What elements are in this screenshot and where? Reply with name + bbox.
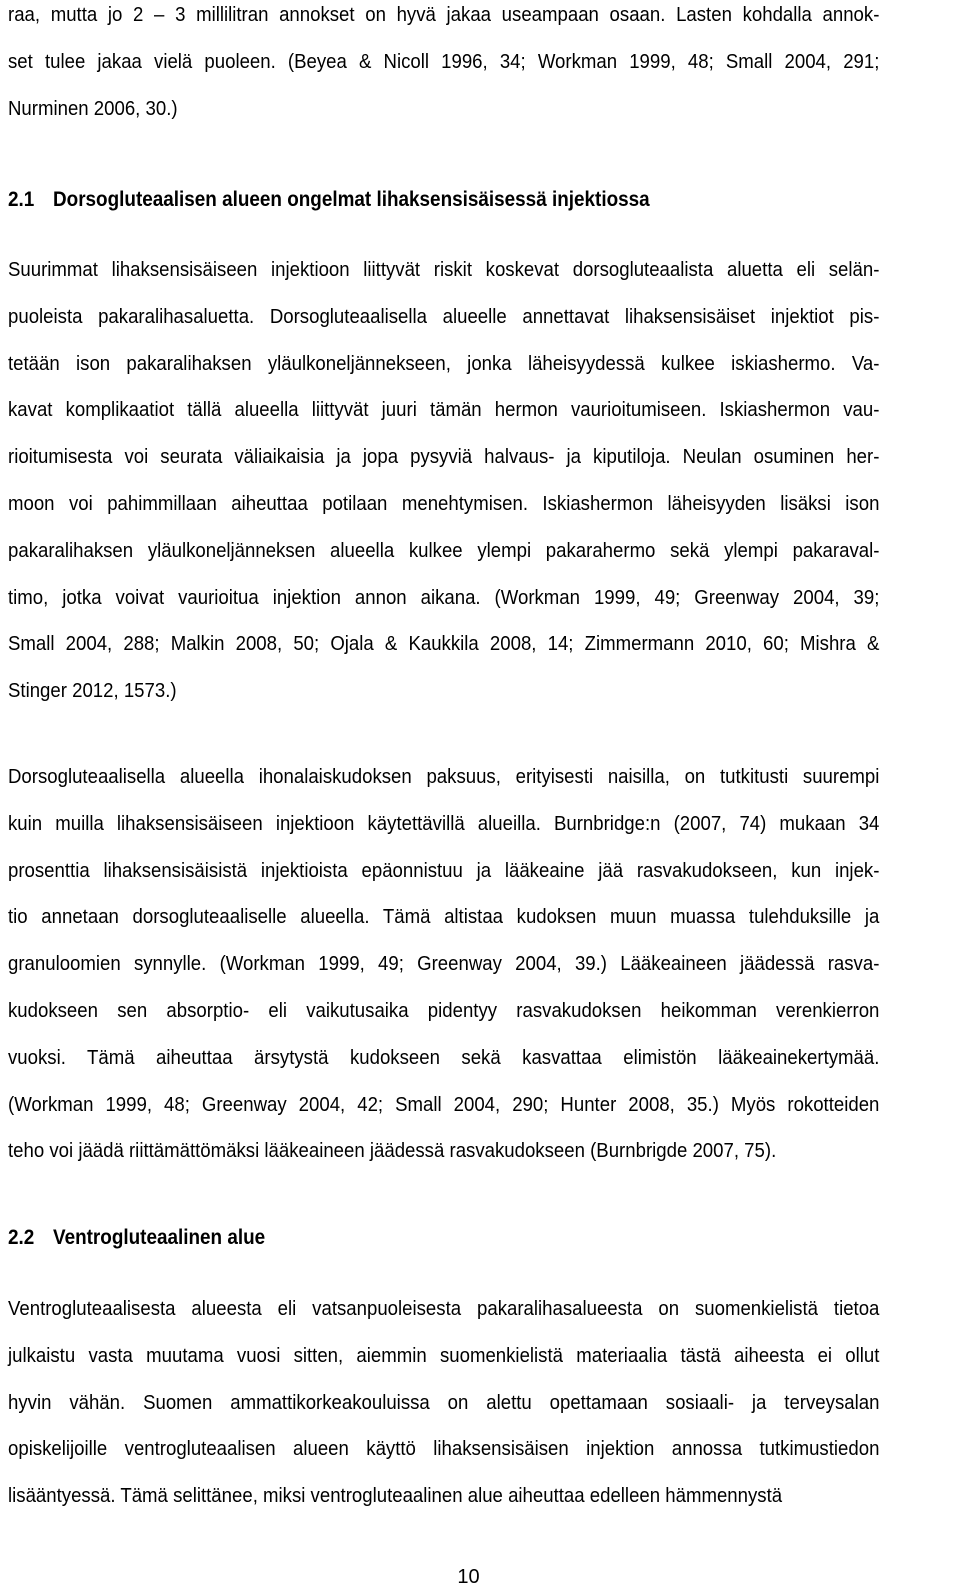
section-2-1-paragraph-2-line: vuoksi. Tämä aiheuttaa ärsytystä kudokseen sekä kasvattaa elimistön lääkeainekertymää. [8,1046,880,1069]
section-2-1-paragraph-1-line: timo, jotka voivat vaurioitua injektion annon aikana. (Workman 1999, 49; Greenway 2004, 39; [8,586,880,609]
section-2-1-paragraph-1-line: rioitumisesta voi seurata väliaikaisia ja jopa pysyviä halvaus- ja kiputiloja. Neulan osuminen her- [8,446,880,469]
section-2-1-paragraph-1-line: moon voi pahimmillaan aiheuttaa potilaan menehtymisen. Iskiashermon läheisyyden lisäksi ison [8,493,880,515]
section-2-1-paragraph-2-line: teho voi jäädä riittämättömäksi lääkeaineen jäädessä rasvakudokseen (Burnbrigde 2007, 75). [8,1140,777,1163]
section-number: 2.1 [8,188,35,211]
section-2-1-paragraph-2-line: prosenttia lihaksensisäisistä injektioista epäonnistuu ja lääkeaine jää rasvakudokseen, kun injek- [8,859,880,882]
section-2-1-paragraph-2-line: Dorsogluteaalisella alueella ihonalaiskudoksen paksuus, erityisesti naisilla, on tutkitusti suurempi [8,766,880,788]
section-2-1-paragraph-2-line: tio annetaan dorsogluteaaliselle alueella. Tämä altistaa kudoksen muun muassa tulehduksille ja [8,906,880,929]
intro-paragraph-line: raa, mutta jo 2 – 3 millilitran annokset on hyvä jakaa useampaan osaan. Lasten kohdalla annok- [8,4,880,26]
section-heading-2-1 [8,187,650,213]
section-2-2-paragraph-1-line: Ventrogluteaalisesta alueesta eli vatsanpuoleisesta pakaralihasalueesta on suomenkielistä tietoa [8,1298,880,1320]
section-2-1-paragraph-1-line: tetään ison pakaralihaksen yläulkoneljännekseen, jonka läheisyydessä kulkee iskiashermo. Va- [8,352,880,375]
intro-paragraph-line: set tulee jakaa vielä puoleen. (Beyea & Nicoll 1996, 34; Workman 1999, 48; Small 2004, 291; [8,50,880,73]
section-2-1-paragraph-1-line: Stinger 2012, 1573.) [8,680,177,703]
section-title: Dorsogluteaalisen alueen ongelmat lihaksensisäisessä injektiossa [53,188,650,211]
section-heading-2-2 [8,1225,265,1251]
section-2-2-paragraph-1-line: lisääntyessä. Tämä selittänee, miksi ventrogluteaalinen alue aiheuttaa edelleen hämmennystä [8,1485,783,1508]
section-2-1-paragraph-1-line: pakaralihaksen yläulkoneljänneksen alueella kulkee ylempi pakarahermo sekä ylempi pakaraval- [8,539,880,562]
section-2-2-paragraph-1-line: opiskelijoille ventrogluteaalisen alueen käyttö lihaksensisäisen injektion annossa tutkimustiedon [8,1438,880,1461]
section-2-2-paragraph-1-line: julkaistu vasta muutama vuosi sitten, aiemmin suomenkielistä materiaalia tästä aiheesta ei ollut [8,1344,880,1367]
section-2-1-paragraph-2-line: kuin muilla lihaksensisäiseen injektioon käytettävillä alueilla. Burnbridge:n (2007, 74) mukaan 34 [8,812,880,835]
section-2-1-paragraph-1-line: Suurimmat lihaksensisäiseen injektioon liittyvät riskit koskevat dorsogluteaalista aluetta eli selän- [8,259,880,281]
section-number: 2.2 [8,1226,35,1249]
section-title: Ventrogluteaalinen alue [53,1226,266,1249]
section-2-1-paragraph-2-line: granuloomien synnylle. (Workman 1999, 49; Greenway 2004, 39.) Lääkeaineen jäädessä rasva- [8,953,880,976]
section-2-1-paragraph-2-line: kudokseen sen absorptio- eli vaikutusaika pidentyy rasvakudoksen heikomman verenkierron [8,1000,880,1022]
section-2-1-paragraph-1-line: puoleista pakaralihasaluetta. Dorsogluteaalisella alueelle annettavat lihaksensisäiset injektiot pis- [8,305,880,328]
intro-paragraph-line: Nurminen 2006, 30.) [8,97,178,120]
page-number: 10 [457,1566,480,1588]
section-2-1-paragraph-2-line: (Workman 1999, 48; Greenway 2004, 42; Small 2004, 290; Hunter 2008, 35.) Myös rokotteiden [8,1093,880,1116]
section-2-1-paragraph-1-line: kavat komplikaatiot tällä alueella liittyvät juuri tämän hermon vaurioitumiseen. Iskiashermon vau- [8,399,880,422]
section-2-2-paragraph-1-line: hyvin vähän. Suomen ammattikorkeakouluissa on alettu opettamaan sosiaali- ja terveysalan [8,1391,880,1414]
section-2-1-paragraph-1-line: Small 2004, 288; Malkin 2008, 50; Ojala & Kaukkila 2008, 14; Zimmermann 2010, 60; Mishra & [8,633,880,656]
